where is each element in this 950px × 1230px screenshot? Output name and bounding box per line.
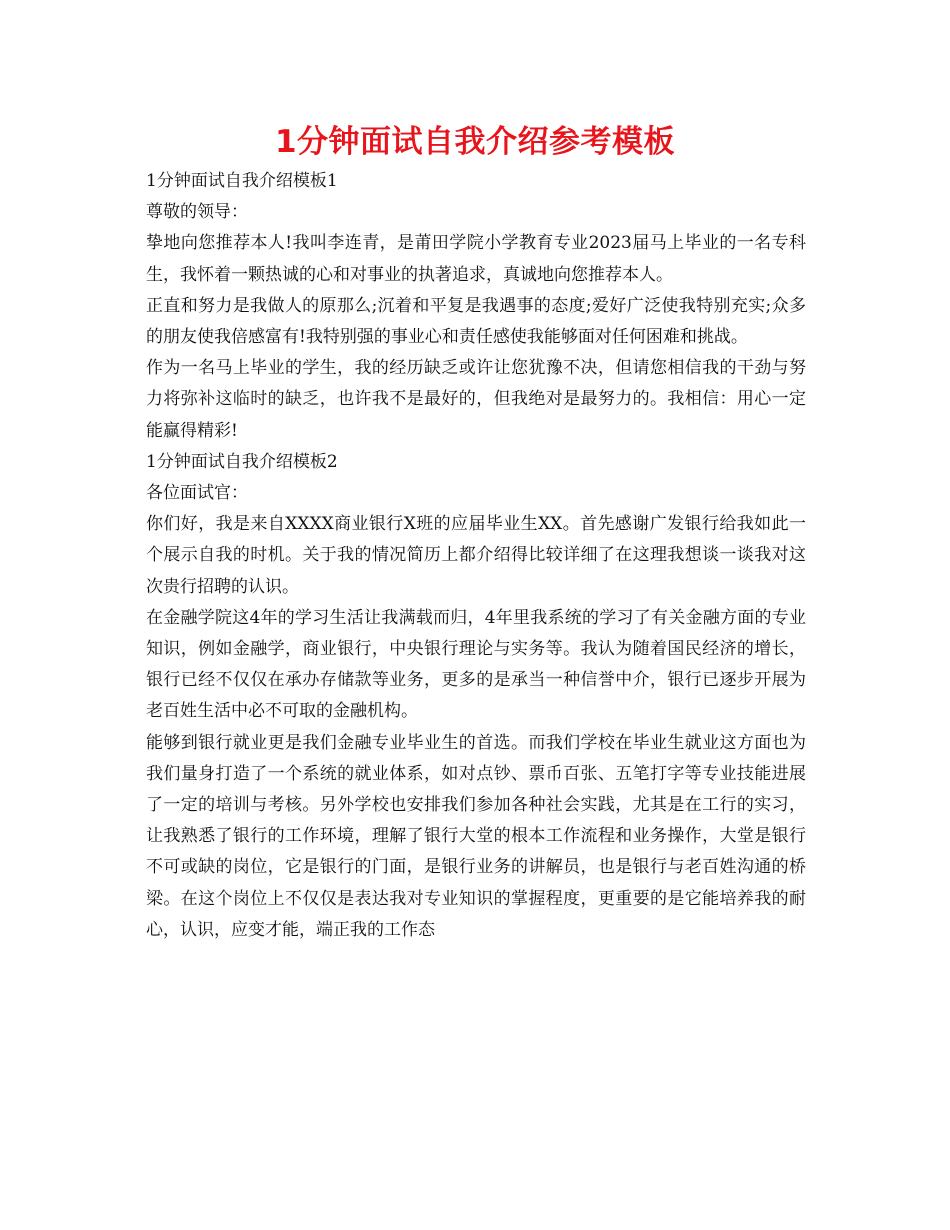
salutation-2: 各位面试官：	[146, 483, 248, 504]
body-paragraph: 你们好，我是来自XXXX商业银行X班的应届毕业生XX。首先感谢广发银行给我如此一个展示自我的时机。关于我的情况简历上都介绍得比较详细了在这理我想谈一谈我对这次贵行招聘的认识。	[146, 514, 806, 597]
body-paragraph: 挚地向您推荐本人!我叫李连青，是莆田学院小学教育专业2023届马上毕业的一名专科生，我怀着一颗热诚的心和对事业的执著追求，真诚地向您推荐本人。	[146, 233, 806, 285]
section-heading-template-2: 1分钟面试自我介绍模板2	[146, 451, 338, 472]
body-paragraph: 在金融学院这4年的学习生活让我满载而归，4年里我系统的学习了有关金融方面的专业知识，例如金融学，商业银行，中央银行理论与实务等。我认为随着国民经济的增长，银行已经不仅仅在承办存储款等业务，更多的是承当一种信誉中介，银行已逐步开展为老百姓生活中必不可取的金融机构。	[146, 607, 806, 722]
body-paragraph: 能够到银行就业更是我们金融专业毕业生的首选。而我们学校在毕业生就业这方面也为我们量身打造了一个系统的就业体系，如对点钞、票币百张、五笔打字等专业技能进展了一定的培训与考核。另外学校也安排我们参加各种社会实践，尤其是在工行的实习，让我熟悉了银行的工作环境，理解了银行大堂的根本工作流程和业务操作，大堂是银行不可或缺的岗位，它是银行的门面，是银行业务的讲解员，也是银行与老百姓沟通的桥梁。在这个岗位上不仅仅是表达我对专业知识的掌握程度，更重要的是它能培养我的耐心，认识，应变才能，端正我的工作态	[146, 732, 806, 940]
body-paragraph: 作为一名马上毕业的学生，我的经历缺乏或许让您犹豫不决，但请您相信我的干劲与努力将弥补这临时的缺乏，也许我不是最好的，但我绝对是最努力的。我相信：用心一定能赢得精彩!	[146, 358, 806, 441]
section-heading-template-1: 1分钟面试自我介绍模板1	[146, 171, 338, 191]
body-paragraph: 正直和努力是我做人的原那么;沉着和平复是我遇事的态度;爱好广泛使我特别充实;众多的朋友使我倍感富有!我特别强的事业心和责任感使我能够面对任何困难和挑战。	[146, 295, 806, 348]
salutation-1: 尊敬的领导：	[146, 202, 248, 223]
document-title: 1分钟面试自我介绍参考模板	[274, 124, 676, 160]
document-body	[146, 166, 806, 946]
